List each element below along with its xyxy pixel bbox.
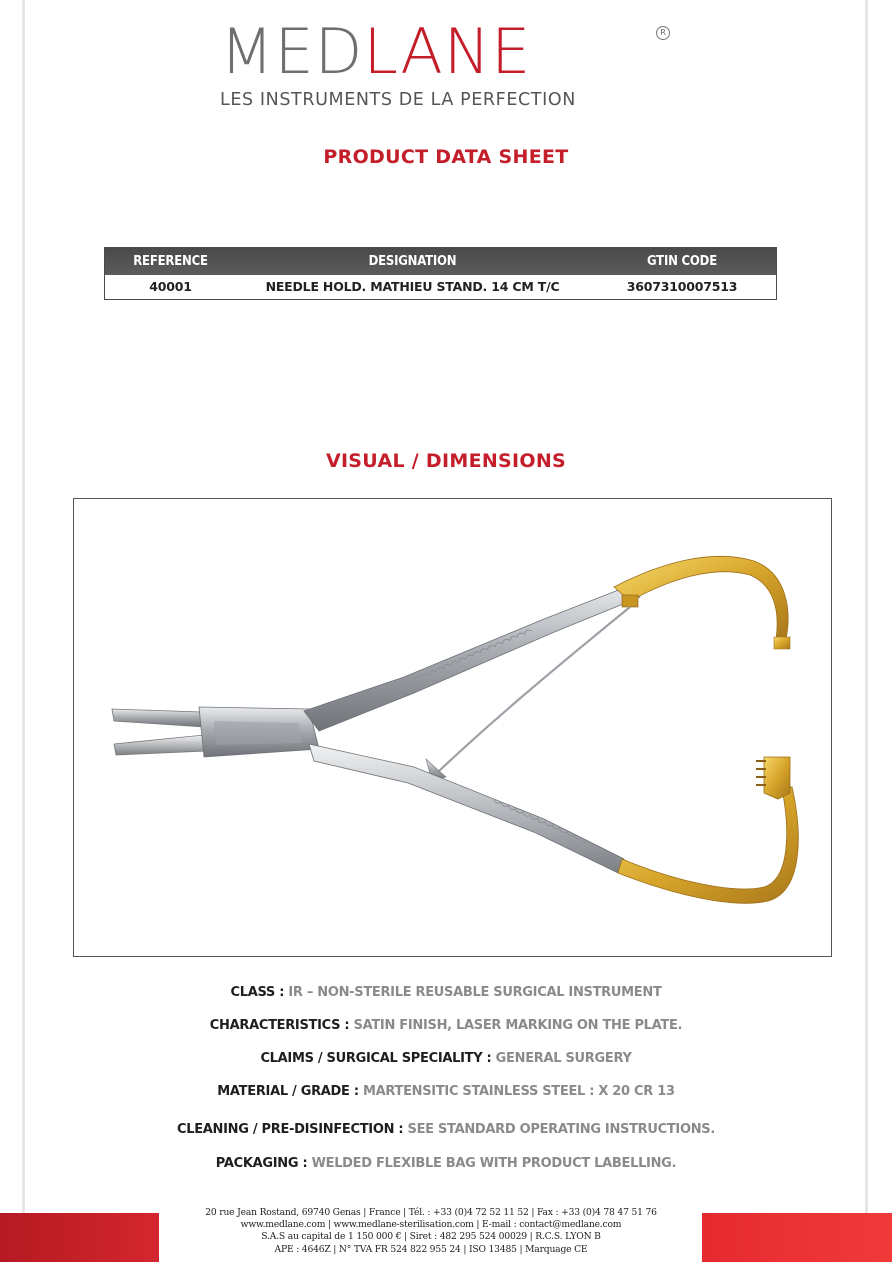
header-designation: DESIGNATION	[368, 254, 457, 269]
spec-value: IR – NON-STERILE REUSABLE SURGICAL INSTRUMENT	[288, 985, 662, 1000]
spec-material	[0, 1084, 892, 1099]
reference-table	[104, 247, 777, 300]
header-gtin-code: GTIN CODE	[647, 254, 717, 269]
product-data-sheet-heading: PRODUCT DATA SHEET	[323, 146, 569, 168]
spec-value: GENERAL SURGERY	[495, 1051, 632, 1066]
footer-company-capital: S.A.S au capital de 1 150 000 € | Siret : 482 295 524 00029 | R.C.S. LYON B	[261, 1231, 601, 1243]
spec-label: PACKAGING :	[215, 1156, 312, 1171]
spec-label: MATERIAL / GRADE :	[217, 1084, 363, 1099]
logo-tagline: LES INSTRUMENTS DE LA PERFECTION	[220, 90, 576, 110]
spec-label: CLASS :	[230, 985, 289, 1000]
spec-characteristics	[0, 1018, 892, 1033]
logo-wordmark	[220, 15, 660, 88]
footer-company-info	[170, 1207, 692, 1256]
spec-cleaning	[0, 1122, 892, 1137]
spec-value: MARTENSITIC STAINLESS STEEL : X 20 CR 13	[362, 1084, 675, 1099]
logo-part-med: MED	[220, 15, 364, 88]
spec-class	[0, 985, 892, 1000]
footer-red-bar-right	[702, 1213, 892, 1262]
footer-red-bar-left	[0, 1213, 159, 1262]
spec-claims	[0, 1051, 892, 1066]
footer-web-email: www.medlane.com | www.medlane-sterilisation.com | E-mail : contact@medlane.com	[240, 1219, 622, 1231]
spec-packaging	[0, 1156, 892, 1171]
cell-designation: NEEDLE HOLD. MATHIEU STAND. 14 CM T/C	[265, 279, 560, 294]
logo-part-lane: LANE	[363, 15, 532, 88]
product-image-frame	[73, 498, 832, 957]
spec-label: CLAIMS / SURGICAL SPECIALITY :	[260, 1051, 496, 1066]
spec-label: CHARACTERISTICS :	[209, 1018, 354, 1033]
medlane-logo	[220, 15, 670, 117]
spec-value: WELDED FLEXIBLE BAG WITH PRODUCT LABELLING.	[311, 1156, 677, 1171]
cell-reference: 40001	[149, 279, 192, 294]
footer-registration: APE : 4646Z | N° TVA FR 524 822 955 24 | ISO 13485 | Marquage CE	[274, 1243, 588, 1255]
spec-label: CLEANING / PRE-DISINFECTION :	[176, 1122, 408, 1137]
registered-mark: R	[656, 26, 670, 40]
visual-dimensions-heading: VISUAL / DIMENSIONS	[325, 450, 567, 472]
header-reference: REFERENCE	[133, 254, 208, 269]
table-header-row	[105, 248, 776, 275]
spec-value: SATIN FINISH, LASER MARKING ON THE PLATE.	[353, 1018, 683, 1033]
table-row	[105, 275, 776, 298]
footer-address: 20 rue Jean Rostand, 69740 Genas | France | Tél. : +33 (0)4 72 52 11 52 | Fax : +33 (0)4 78 47 51 76	[205, 1207, 657, 1218]
spec-value: SEE STANDARD OPERATING INSTRUCTIONS.	[407, 1122, 716, 1137]
cell-gtin-code: 3607310007513	[626, 279, 738, 294]
needle-holder-image	[74, 499, 833, 958]
